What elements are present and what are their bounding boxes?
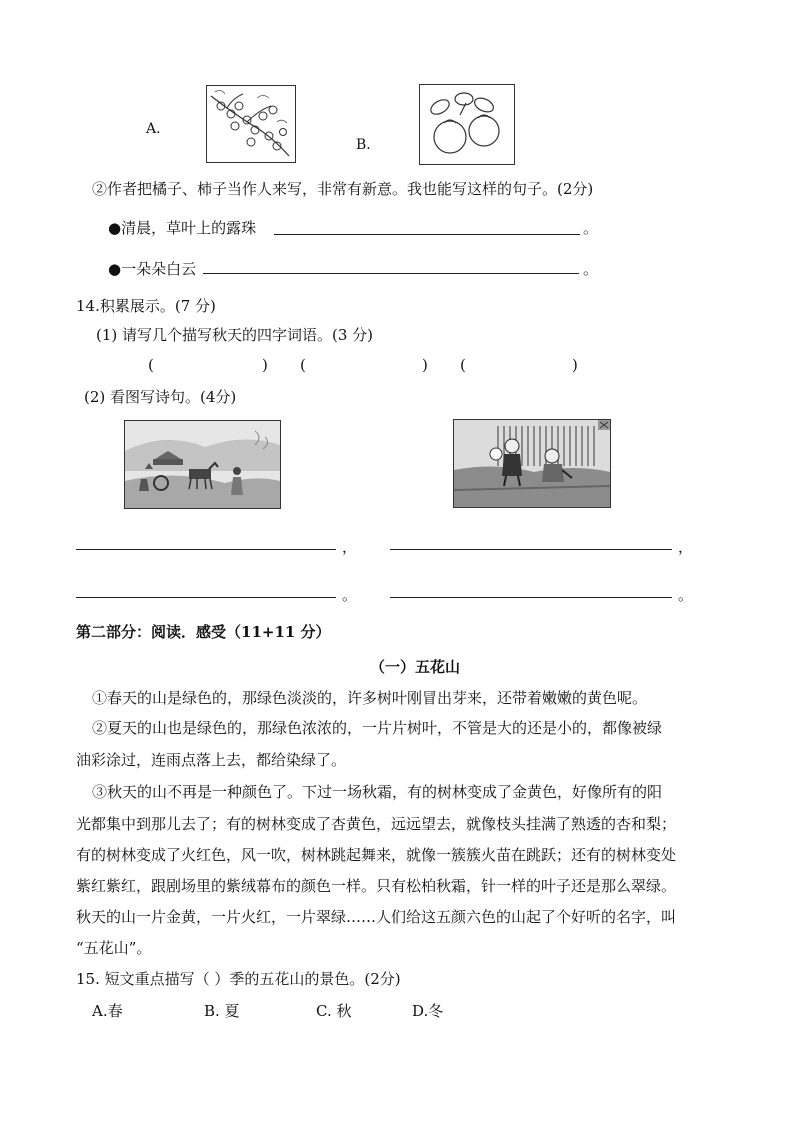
children-scene-drawing bbox=[454, 420, 610, 507]
q14-blank2-open: ( bbox=[300, 356, 306, 374]
passage-p2-line2: 油彩涂过，连雨点落上去，都给染绿了。 bbox=[76, 751, 347, 769]
q13-line2-prefix: ●一朵朵白云 bbox=[108, 260, 197, 278]
q14-blank3-open: ( bbox=[460, 356, 466, 374]
persimmon-branch-image bbox=[206, 85, 296, 163]
poem-image-children bbox=[453, 419, 611, 508]
passage-p2-line1: ②夏天的山也是绿色的，那绿色浓浓的，一片片树叶，不管是大的还是小的，都像被绿 bbox=[92, 719, 663, 737]
passage-title: （一）五花山 bbox=[370, 658, 461, 676]
persimmon-fruit-image bbox=[419, 84, 515, 165]
passage-p3-line1: ③秋天的山不再是一种颜色了。下过一场秋霜，有的树林变成了金黄色，好像所有的阳 bbox=[92, 783, 663, 801]
poem-line2-comma: ， bbox=[678, 538, 694, 556]
passage-p3-line2: 光都集中到那儿去了；有的树林变成了杏黄色，远远望去，就像枝头挂满了熟透的杏和梨； bbox=[76, 815, 677, 833]
q15-option-c[interactable]: C. 秋 bbox=[316, 1002, 352, 1020]
persimmon-branch-drawing bbox=[207, 86, 295, 162]
passage-p3-line3: 有的树林变成了火红色，风一吹，树林跳起舞来，就像一簇簇火苗在跳跃；还有的树林变处 bbox=[76, 846, 677, 864]
q15-stem: 15. 短文重点描写（ ）季的五花山的景色。(2分) bbox=[76, 970, 401, 988]
poem-image-farewell bbox=[124, 420, 281, 509]
q14-title: 14.积累展示。(7 分) bbox=[76, 297, 216, 315]
poem-answer-line-3[interactable] bbox=[76, 597, 336, 598]
poem-line4-period: 。 bbox=[678, 586, 694, 604]
q13-answer-line-1[interactable] bbox=[274, 234, 580, 235]
q13-answer-line-2[interactable] bbox=[203, 273, 579, 274]
q14-sub2: (2) 看图写诗句。(4分) bbox=[84, 388, 237, 406]
passage-p3-line4: 紫红紫红，跟剧场里的紫绒幕布的颜色一样。只有松柏秋霜，针一样的叶子还是那么翠绿。 bbox=[76, 877, 677, 895]
option-b-label: B. bbox=[356, 137, 371, 153]
q14-blank1-open: ( bbox=[148, 356, 154, 374]
q13-sub2-prompt: ②作者把橘子、柿子当作人来写，非常有新意。我也能写这样的句子。(2分) bbox=[92, 180, 594, 198]
q14-blank2-close: ) bbox=[422, 356, 428, 374]
part2-heading: 第二部分：阅读．感受（11+11 分） bbox=[76, 623, 331, 641]
passage-p3-line6: “五花山”。 bbox=[76, 939, 152, 957]
q15-option-d[interactable]: D.冬 bbox=[412, 1002, 444, 1020]
farewell-scene-drawing bbox=[125, 421, 280, 508]
poem-line3-period: 。 bbox=[342, 586, 358, 604]
option-a-label: A. bbox=[146, 121, 161, 137]
q13-line2-period: 。 bbox=[583, 260, 599, 278]
poem-line1-comma: ， bbox=[342, 538, 358, 556]
q14-blank1-close: ) bbox=[262, 356, 268, 374]
passage-p1: ①春天的山是绿色的，那绿色淡淡的，许多树叶刚冒出芽来，还带着嫩嫩的黄色呢。 bbox=[92, 689, 648, 707]
poem-answer-line-1[interactable] bbox=[76, 549, 336, 550]
q14-sub1: (1) 请写几个描写秋天的四字词语。(3 分) bbox=[96, 326, 374, 344]
poem-answer-line-4[interactable] bbox=[390, 597, 672, 598]
q13-line1-prefix: ●清晨，草叶上的露珠 bbox=[108, 219, 257, 237]
q13-line1-period: 。 bbox=[583, 219, 599, 237]
passage-p3-line5: 秋天的山一片金黄，一片火红，一片翠绿……人们给这五颜六色的山起了个好听的名字，叫 bbox=[76, 908, 677, 926]
q14-blank3-close: ) bbox=[572, 356, 578, 374]
q15-option-a[interactable]: A.春 bbox=[92, 1002, 123, 1020]
q15-option-b[interactable]: B. 夏 bbox=[204, 1002, 240, 1020]
persimmon-fruit-drawing bbox=[420, 85, 514, 164]
poem-answer-line-2[interactable] bbox=[390, 549, 672, 550]
